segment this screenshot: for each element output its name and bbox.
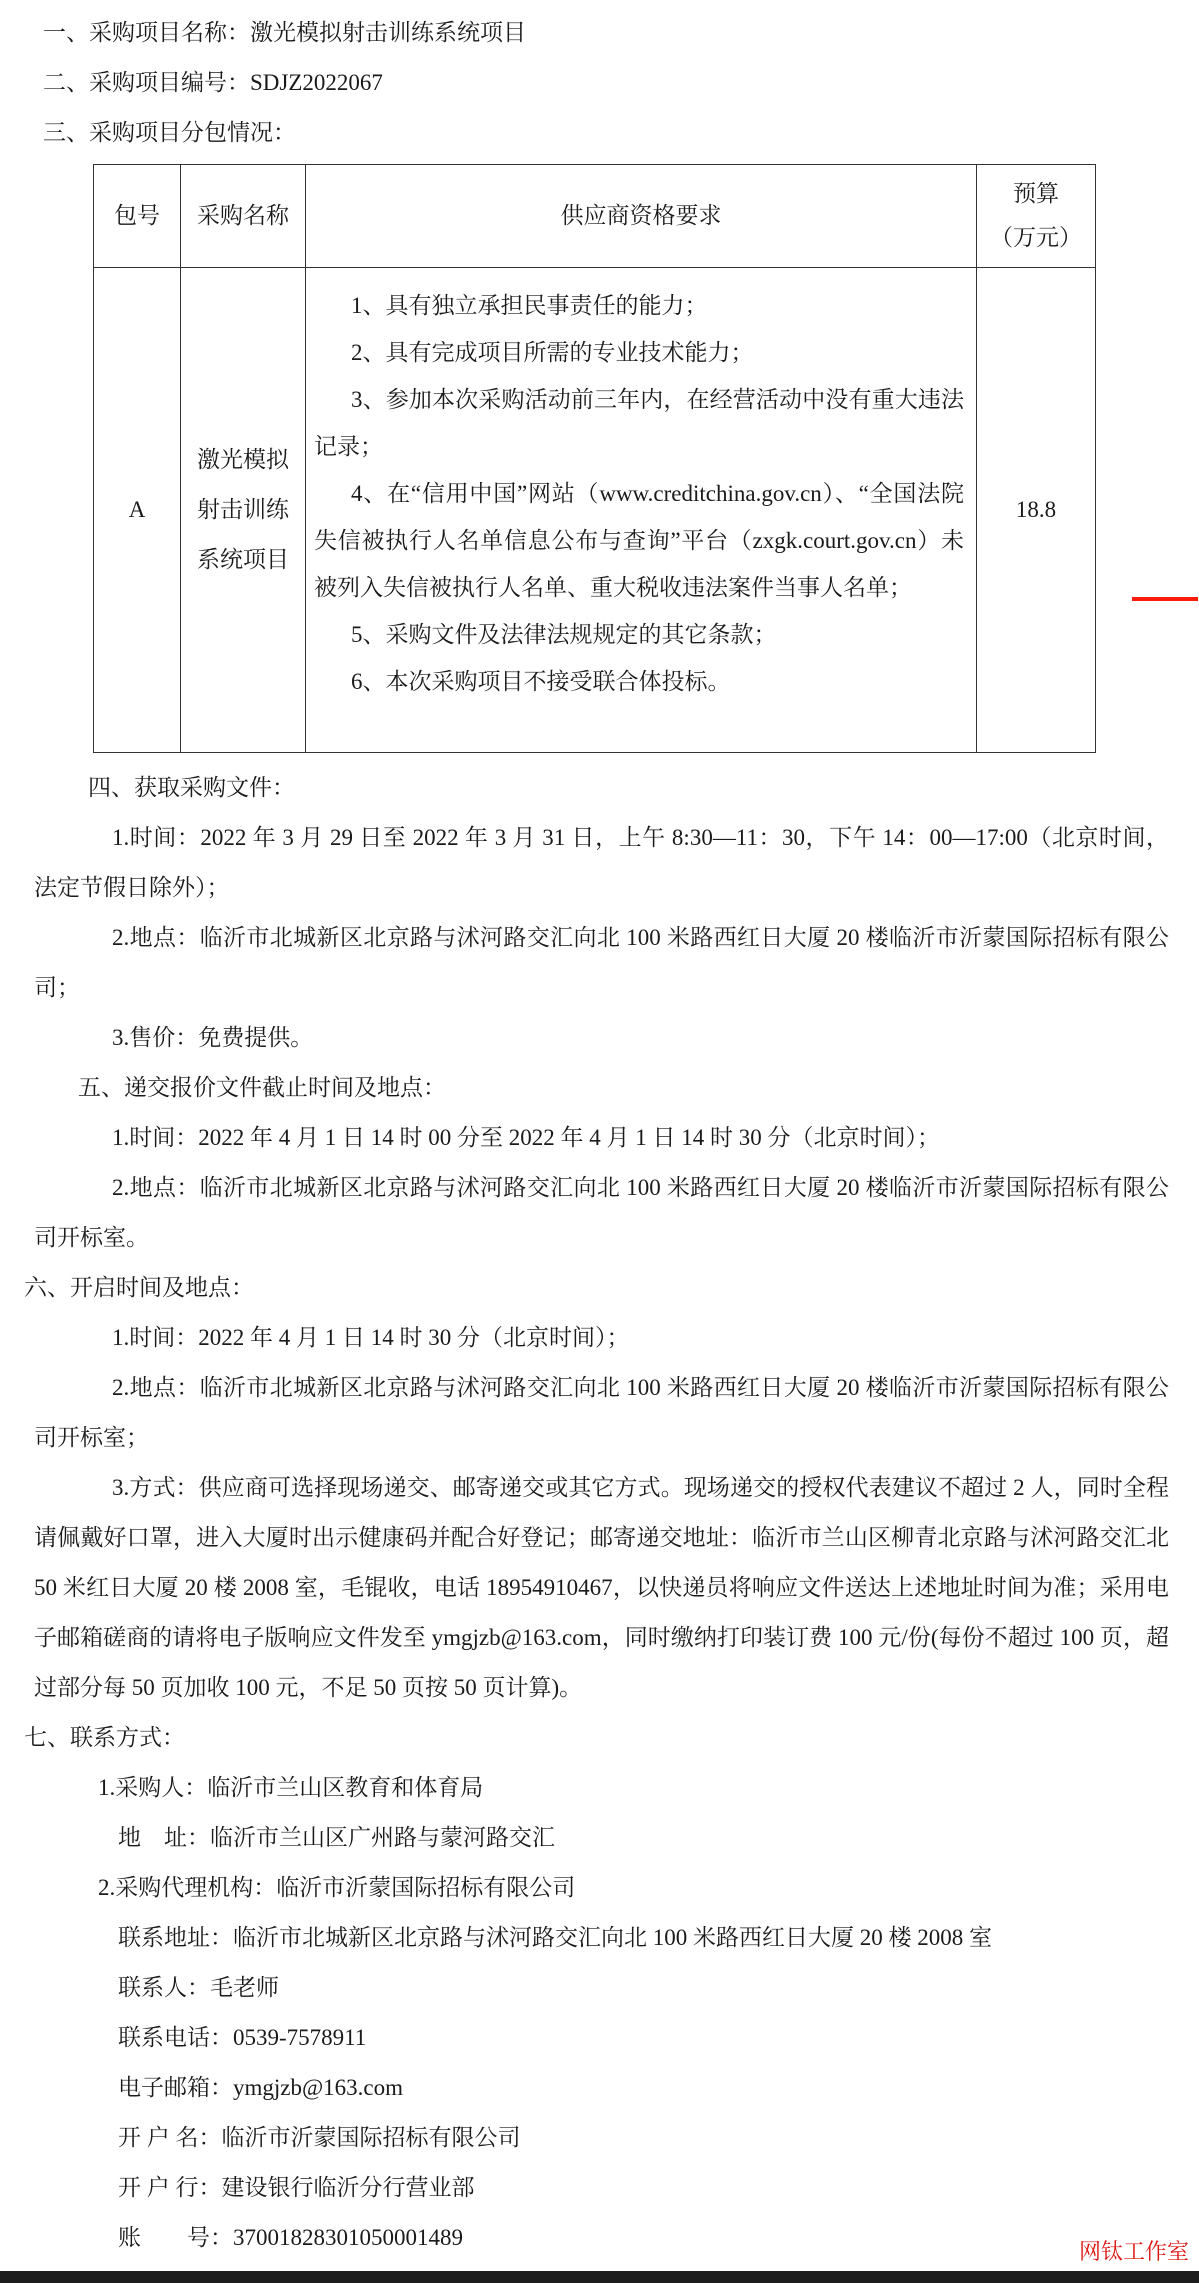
document-body (0, 8, 1169, 2263)
col-header-procurement-name: 采购名称 (181, 165, 306, 268)
section-6-time: 1.时间：2022 年 4 月 1 日 14 时 30 分（北京时间）； (112, 1325, 630, 1350)
section-4-time: 1.时间：2022 年 3 月 29 日至 2022 年 3 月 31 日，上午 8:30—11：30，下午 14：00—17:00（北京时间，法定节假日除外）； (34, 825, 1169, 900)
contact-account-bank: 开 户 行：建设银行临沂分行营业部 (118, 2175, 475, 2200)
budget-header-line2: （万元） (990, 225, 1082, 250)
requirement-item-5: 5、采购文件及法律法规规定的其它条款； (351, 622, 777, 647)
section-4-title: 四、获取采购文件： (88, 775, 295, 800)
project-number-line: 二、采购项目编号：SDJZ2022067 (43, 70, 383, 95)
contact-account-number: 账 号：37001828301050001489 (118, 2225, 463, 2250)
contact-phone: 联系电话：0539-7578911 (118, 2025, 367, 2050)
cell-budget: 18.8 (977, 268, 1096, 753)
project-name-line: 一、采购项目名称：激光模拟射击训练系统项目 (43, 20, 526, 45)
cell-supplier-requirements (306, 268, 977, 753)
col-header-package-no: 包号 (94, 165, 181, 268)
contact-agency-address: 联系地址：临沂市北城新区北京路与沭河路交汇向北 100 米路西红日大厦 20 楼 2008 室 (118, 1925, 992, 1950)
cell-procurement-name: 激光模拟射击训练系统项目 (181, 268, 306, 753)
red-underline-mark (1132, 597, 1198, 601)
section-6-method: 3.方式：供应商可选择现场递交、邮寄递交或其它方式。现场递交的授权代表建议不超过 2 人，同时全程请佩戴好口罩，进入大厦时出示健康码并配合好登记；邮寄递交地址：临沂市兰山区柳青北京路与沭河路交汇北 50 米红日大厦 20 楼 2008 室，毛锟收，电话 18954910467，以快递员将响应文件送达上述地址时间为准；采用电子邮箱磋商的请将电子版响应文件发至 ymgjzb@163.com，同时缴纳打印装订费 100 元/份(每份不超过 100 页，超过部分每 50 页加收 100 元，不足 50 页按 50 页计算)。 (34, 1475, 1169, 1700)
contact-person: 联系人：毛老师 (118, 1975, 279, 2000)
budget-header (978, 172, 1094, 260)
requirement-item-1: 1、具有独立承担民事责任的能力； (351, 293, 708, 318)
watermark-text: 网钛工作室 (1078, 2239, 1189, 2264)
contact-buyer-address: 地 址：临沂市兰山区广州路与蒙河路交汇 (118, 1825, 555, 1850)
cell-package-no: A (94, 268, 181, 753)
section-7-title: 七、联系方式： (24, 1725, 185, 1750)
col-header-budget (977, 165, 1096, 268)
section-6-place: 2.地点：临沂市北城新区北京路与沭河路交汇向北 100 米路西红日大厦 20 楼临沂市沂蒙国际招标有限公司开标室； (34, 1375, 1169, 1450)
requirement-item-3: 3、参加本次采购活动前三年内，在经营活动中没有重大违法记录； (314, 387, 964, 459)
section-5-place: 2.地点：临沂市北城新区北京路与沭河路交汇向北 100 米路西红日大厦 20 楼临沂市沂蒙国际招标有限公司开标室。 (34, 1175, 1169, 1250)
requirement-item-2: 2、具有完成项目所需的专业技术能力； (351, 340, 754, 365)
table-row (94, 268, 1096, 753)
requirement-item-6: 6、本次采购项目不接受联合体投标。 (351, 669, 731, 694)
section-4-price: 3.售价：免费提供。 (112, 1025, 314, 1050)
section-6-title: 六、开启时间及地点： (24, 1275, 254, 1300)
contact-email: 电子邮箱：ymgjzb@163.com (118, 2075, 404, 2100)
subpackage-heading: 三、采购项目分包情况： (43, 120, 296, 145)
col-header-supplier-requirements: 供应商资格要求 (306, 165, 977, 268)
package-table (93, 164, 1096, 753)
bottom-bar (0, 2271, 1199, 2283)
contact-account-name: 开 户 名：临沂市沂蒙国际招标有限公司 (118, 2125, 521, 2150)
table-header-row (94, 165, 1096, 268)
section-4-place: 2.地点：临沂市北城新区北京路与沭河路交汇向北 100 米路西红日大厦 20 楼临沂市沂蒙国际招标有限公司； (34, 925, 1169, 1000)
section-5-time: 1.时间：2022 年 4 月 1 日 14 时 00 分至 2022 年 4 月 1 日 14 时 30 分（北京时间）； (112, 1125, 940, 1150)
contact-agency: 2.采购代理机构：临沂市沂蒙国际招标有限公司 (98, 1875, 576, 1900)
budget-header-line1: 预算 (1013, 181, 1059, 206)
contact-buyer: 1.采购人：临沂市兰山区教育和体育局 (98, 1775, 484, 1800)
section-5-title: 五、递交报价文件截止时间及地点： (78, 1075, 446, 1100)
requirement-item-4: 4、在“信用中国”网站（www.creditchina.gov.cn）、“全国法院失信被执行人名单信息公布与查询”平台（zxgk.court.gov.cn）未被列入失信被执行人名单、重大税收违法案件当事人名单； (314, 481, 964, 600)
